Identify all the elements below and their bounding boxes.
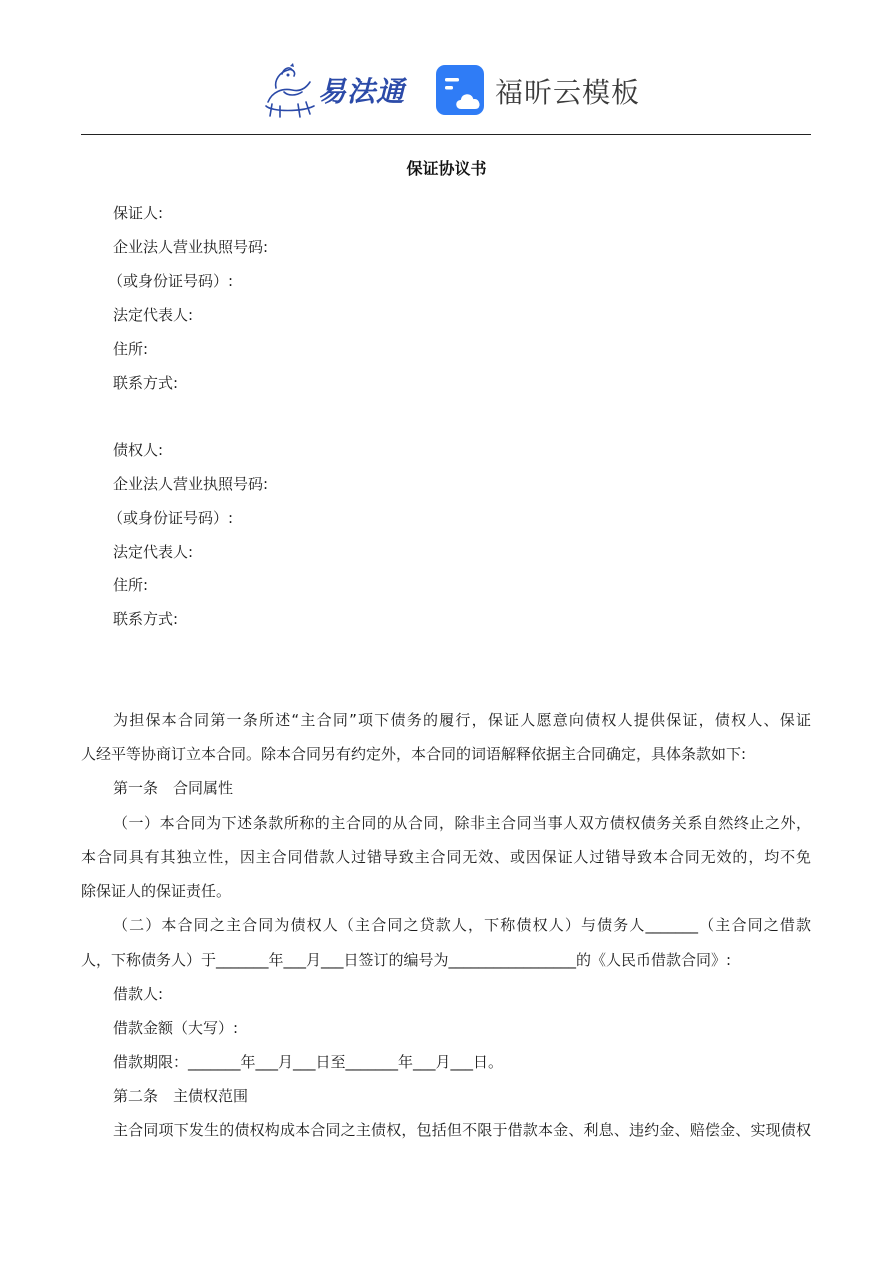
logo-yifatong-text: 易法通 [318, 75, 406, 108]
intro-paragraph-line: 为担保本合同第一条所述“主合同”项下债务的履行，保证人愿意向债权人提供保证，债权人、保证 [113, 711, 811, 729]
creditor-contact-label: 联系方式: [113, 610, 179, 628]
logo-foxit-template-text: 福昕云模板 [495, 76, 641, 109]
article-1-clause-1-line: 本合同具有其独立性，因主合同借款人过错导致主合同无效、或因保证人过错导致本合同无效的，均不免 [81, 848, 811, 866]
guarantor-license-label: 企业法人营业执照号码: [113, 238, 269, 256]
article-2-body-line: 主合同项下发生的债权构成本合同之主债权，包括但不限于借款本金、利息、违约金、赔偿金、实现债权 [113, 1121, 811, 1139]
guarantor-id-label: （或身份证号码）: [108, 272, 234, 290]
guarantor-legal-rep-label: 法定代表人: [113, 306, 194, 324]
article-1-clause-1-line: 除保证人的保证责任。 [81, 882, 232, 900]
article-1-clause-1-line: （一）本合同为下述条款所称的主合同的从合同，除非主合同当事人双方债权债务关系自然终止之外， [113, 814, 811, 832]
loan-amount-label: 借款金额（大写）: [113, 1019, 239, 1037]
guarantor-label: 保证人: [113, 204, 164, 222]
document-title: 保证协议书 [406, 159, 487, 178]
header-divider [81, 134, 811, 135]
creditor-legal-rep-label: 法定代表人: [113, 543, 194, 561]
creditor-id-label: （或身份证号码）: [108, 509, 234, 527]
article-1-clause-2-line: 人，下称债务人）于_______年___月___日签订的编号为_________________的《人民币借款合同》: [81, 951, 732, 969]
guarantor-address-label: 住所: [113, 340, 149, 358]
article-1-heading: 第一条 合同属性 [113, 779, 234, 797]
article-1-clause-2-line: （二）本合同之主合同为债权人（主合同之贷款人，下称债权人）与债务人_______（主合同之借款 [113, 916, 811, 934]
guarantor-contact-label: 联系方式: [113, 374, 179, 392]
page-header [0, 56, 893, 126]
article-2-heading: 第二条 主债权范围 [113, 1087, 249, 1105]
loan-term-label: 借款期限：_______年___月___日至_______年___月___日。 [113, 1053, 504, 1071]
creditor-license-label: 企业法人营业执照号码: [113, 475, 269, 493]
cloud-template-icon [435, 64, 489, 118]
creditor-label: 债权人: [113, 441, 164, 459]
borrower-label: 借款人: [113, 985, 164, 1003]
intro-paragraph-line: 人经平等协商订立本合同。除本合同另有约定外，本合同的词语解释依据主合同确定，具体条款如下: [81, 745, 747, 763]
creditor-address-label: 住所: [113, 576, 149, 594]
